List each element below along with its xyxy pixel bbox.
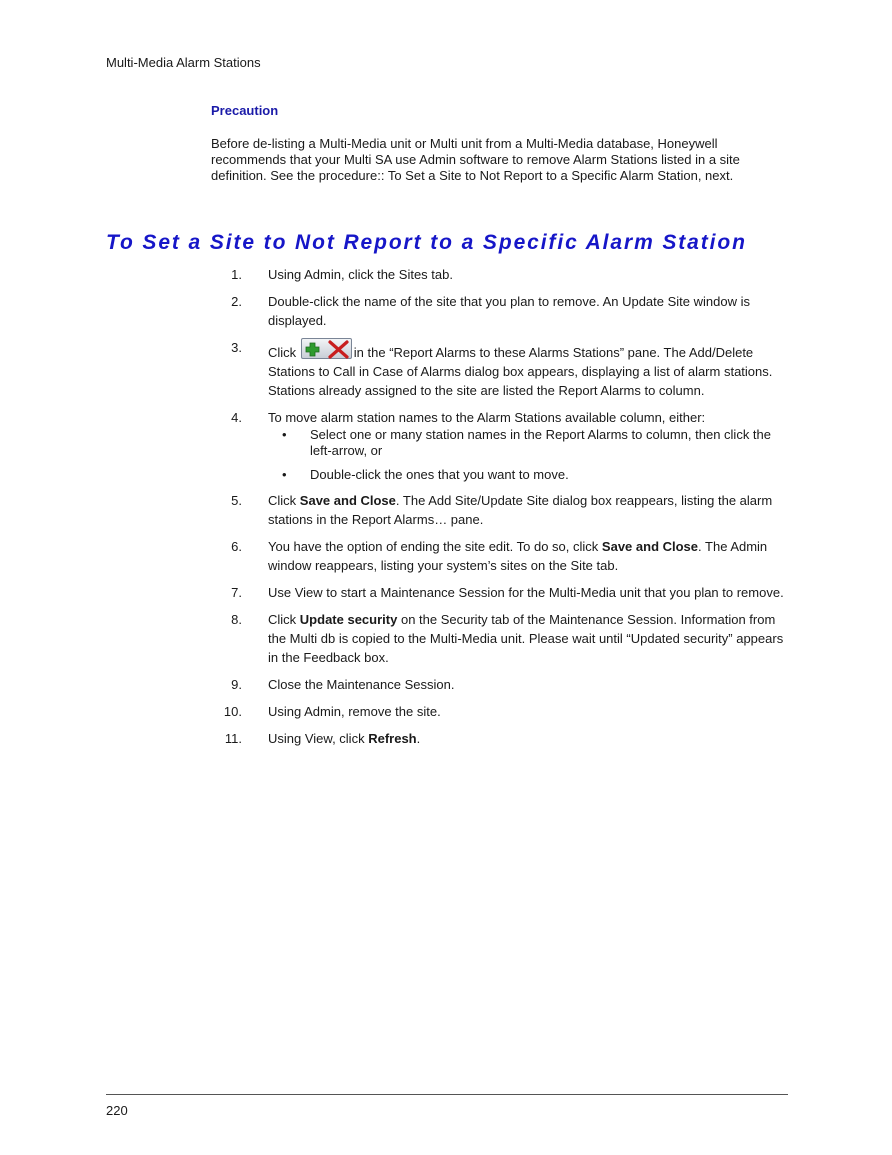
page-number: 220 — [106, 1103, 128, 1118]
step-number: 10. — [223, 704, 242, 719]
step-text-bold: Save and Close — [299, 493, 396, 508]
step-number: 1. — [231, 267, 242, 282]
bullet-text: Select one or many station names in the Report Alarms to column, then click the left-arrow, or — [310, 427, 772, 458]
step-number: 5. — [231, 493, 242, 508]
step-text-after: . The Add Site/Update Site dialog box reappears, listing the alarm stations in the Report Alarms… pane. — [268, 493, 773, 527]
step-text-bold: Update security — [299, 612, 398, 627]
step-number: 4. — [231, 410, 242, 425]
step-5 — [0, 491, 788, 529]
step-text: Use View to start a Maintenance Session for the Multi-Media unit that you plan to remove. — [268, 585, 784, 600]
step-4 — [0, 408, 788, 483]
bullet-list — [268, 427, 788, 483]
step-text-bold: Refresh — [368, 731, 417, 746]
step-text-before: You have the option of ending the site edit. To do so, click — [268, 539, 599, 554]
step-number: 8. — [231, 612, 242, 627]
step-8 — [0, 610, 788, 667]
step-7 — [0, 583, 788, 602]
bullet-text: Double-click the ones that you want to move. — [310, 467, 569, 482]
step-text: Using Admin, remove the site. — [268, 704, 441, 719]
procedure-steps — [0, 265, 892, 756]
step-number: 2. — [231, 294, 242, 309]
step-number: 7. — [231, 585, 242, 600]
step-11 — [0, 729, 788, 748]
step-9 — [0, 675, 788, 694]
add-delete-icon — [301, 338, 352, 359]
step-number: 9. — [231, 677, 242, 692]
step-text-before: Click — [268, 345, 297, 360]
precaution-body: Before de-listing a Multi-Media unit or Multi unit from a Multi-Media database, Honeywell recommends that your Multi SA use Admin software to remove Alarm Stations listed in a site definition. See the procedure:: To Set a Site to Not Report to a Specific Alarm Station, next. — [211, 136, 740, 183]
step-text-after: in the “Report Alarms to these Alarms Stations” pane. The Add/Delete Stations to Call in Case of Alarms dialog box appears, displaying a list of alarm stations. Stations already assigned to the site are listed the Report Alarms to column. — [268, 345, 773, 398]
step-text-before: Click — [268, 612, 297, 627]
bullet-symbol: • — [282, 467, 287, 482]
step-2 — [0, 292, 788, 330]
bullet-symbol: • — [282, 427, 287, 442]
step-10 — [0, 702, 788, 721]
step-text: To move alarm station names to the Alarm Stations available column, either: — [268, 410, 706, 425]
section-title: To Set a Site to Not Report to a Specific Alarm Station — [106, 231, 747, 254]
step-text-before: Click — [268, 493, 297, 508]
step-number: 6. — [231, 539, 242, 554]
step-number: 3. — [231, 340, 242, 355]
step-text-after: . The Admin window reappears, listing your system’s sites on the Site tab. — [268, 539, 768, 573]
step-text: Close the Maintenance Session. — [268, 677, 455, 692]
step-text-after: on the Security tab of the Maintenance Session. Information from the Multi db is copied to the Multi-Media unit. Please wait until “Updated security” appears in the Feedback box. — [268, 612, 784, 665]
step-1 — [0, 265, 788, 284]
step-text: Using Admin, click the Sites tab. — [268, 267, 453, 282]
step-text-before: Using View, click — [268, 731, 365, 746]
step-number: 11. — [224, 731, 242, 746]
step-text: Double-click the name of the site that you plan to remove. An Update Site window is displayed. — [268, 294, 750, 328]
step-text-bold: Save and Close — [601, 539, 699, 554]
bullet-item — [268, 467, 788, 483]
footer-divider — [106, 1094, 788, 1095]
bullet-item — [268, 427, 788, 459]
precaution-title: Precaution — [211, 103, 279, 118]
step-text-after: . — [416, 731, 421, 746]
running-header: Multi-Media Alarm Stations — [106, 55, 261, 70]
precaution-block — [211, 103, 771, 184]
step-6 — [0, 537, 788, 575]
step-3 — [0, 338, 788, 400]
